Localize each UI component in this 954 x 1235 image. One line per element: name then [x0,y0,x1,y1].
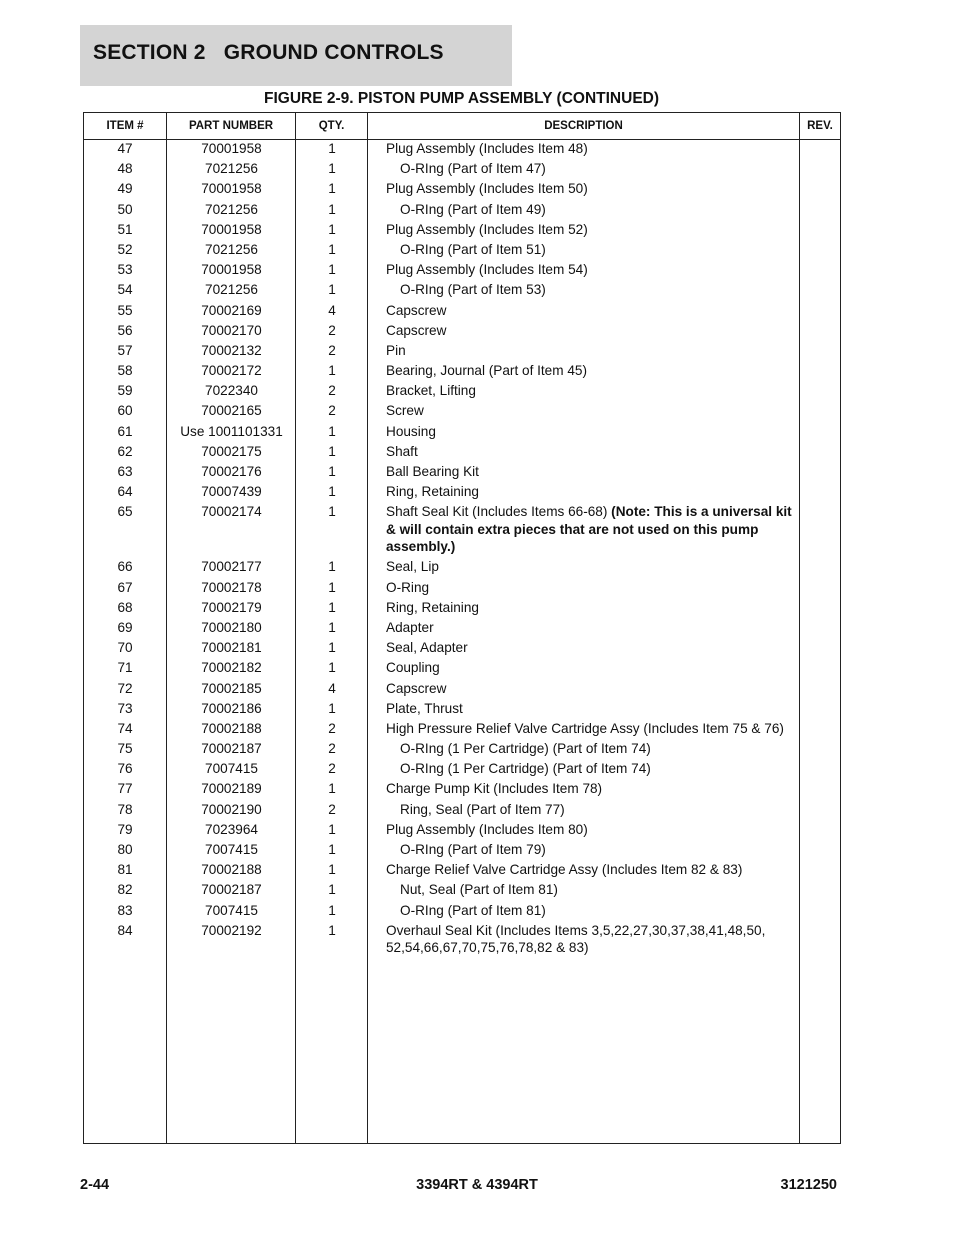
quantity: 1 [328,599,336,615]
table-row [84,362,840,382]
quantity: 1 [328,363,336,379]
description [386,322,798,339]
quantity: 1 [328,862,336,878]
item-number: 81 [117,862,133,878]
description [386,221,798,238]
item-number: 84 [117,922,133,938]
quantity: 1 [328,484,336,500]
description [400,241,798,258]
description [386,382,798,399]
quantity: 1 [328,282,336,298]
item-number: 69 [117,619,133,635]
description [386,342,798,359]
item-number: 75 [117,741,133,757]
description-text: Adapter [386,619,434,635]
quantity: 1 [328,700,336,716]
quantity: 1 [328,882,336,898]
header-description: DESCRIPTION [544,120,623,132]
part-number: 70002188 [201,862,262,878]
item-number: 77 [117,781,133,797]
table-row [84,922,840,960]
quantity: 1 [328,504,336,520]
item-number: 57 [117,342,133,358]
description-text: Ring, Seal (Part of Item 77) [400,801,565,817]
description [386,180,798,197]
part-number: 70002181 [201,640,262,656]
table-row [84,821,840,841]
table-row [84,558,840,578]
table-row [84,483,840,503]
quantity: 2 [328,322,336,338]
description-note: (Note: This is a universal kit & will contain extra pieces that are not used on this pump assembly.) [386,504,792,554]
description [386,639,798,656]
page-number: 2-44 [80,1177,110,1193]
table-row [84,241,840,261]
quantity: 1 [328,181,336,197]
quantity: 2 [328,342,336,358]
description-text: Shaft [386,443,418,459]
description [386,362,798,379]
part-number: 70002187 [201,741,262,757]
quantity: 1 [328,201,336,217]
document-number: 3121250 [780,1177,837,1193]
header-rev: REV. [807,120,833,132]
item-number: 71 [117,660,133,676]
table-row [84,382,840,402]
table-row [84,322,840,342]
description [400,902,798,919]
part-number: 7021256 [205,282,258,298]
part-number: 70002174 [201,504,262,520]
header-item: ITEM # [106,120,144,132]
table-row [84,503,840,558]
description [386,402,798,419]
part-number: 70002132 [201,342,262,358]
item-number: 48 [117,161,133,177]
table-row [84,443,840,463]
quantity: 2 [328,761,336,777]
item-number: 80 [117,842,133,857]
item-number: 83 [117,902,133,918]
description-text: O-RIng (Part of Item 51) [400,241,546,257]
item-number: 82 [117,882,133,898]
table-body [84,140,840,959]
quantity: 1 [328,902,336,918]
description [386,659,798,676]
table-row [84,740,840,760]
item-number: 72 [117,680,133,696]
table-row [84,302,840,322]
quantity: 2 [328,801,336,817]
table-row [84,180,840,200]
item-number: 68 [117,599,133,615]
quantity: 2 [328,741,336,757]
part-number: 70002186 [201,700,262,716]
section-header [80,25,512,86]
description-text: O-RIng (Part of Item 53) [400,282,546,298]
table-row [84,881,840,901]
quantity: 1 [328,141,336,156]
parts-table [83,112,841,1144]
part-number: 70002165 [201,403,262,419]
table-row [84,902,840,922]
section-title: SECTION 2 GROUND CONTROLS [93,41,444,64]
description-text: Housing [386,423,436,439]
item-number: 52 [117,241,133,257]
part-number: 7007415 [205,761,258,777]
description [386,700,798,717]
description-text: O-RIng (Part of Item 79) [400,842,546,857]
item-number: 70 [117,640,133,656]
description [386,579,798,596]
description [400,841,798,858]
quantity: 1 [328,161,336,177]
part-number: 70002175 [201,443,262,459]
quantity: 1 [328,241,336,257]
item-number: 76 [117,761,133,777]
description-text: Ring, Retaining [386,484,479,500]
item-number: 61 [117,423,133,439]
description [400,760,798,777]
description-text: Capscrew [386,302,447,318]
item-number: 58 [117,363,133,379]
description-text: High Pressure Relief Valve Cartridge Assy (Includes Item 75 & 76) [386,720,784,736]
table-row [84,579,840,599]
quantity: 4 [328,680,336,696]
description-text: Seal, Adapter [386,640,468,656]
table-row [84,619,840,639]
item-number: 59 [117,383,133,399]
quantity: 1 [328,640,336,656]
table-row [84,801,840,821]
part-number: 70002192 [201,922,262,938]
table-row [84,639,840,659]
table-row [84,221,840,241]
table-row [84,402,840,422]
description-text: O-Ring [386,579,430,595]
description-text: Plug Assembly (Includes Item 50) [386,181,588,197]
table-row [84,463,840,483]
item-number: 53 [117,262,133,278]
quantity: 1 [328,660,336,676]
quantity: 1 [328,221,336,237]
header-qty: QTY. [318,120,345,132]
header-part-number: PART NUMBER [188,120,274,132]
quantity: 1 [328,443,336,459]
part-number: 70002177 [201,559,262,575]
part-number: 70007439 [201,484,262,500]
part-number: 70002179 [201,599,262,615]
description [386,680,798,697]
table-row [84,680,840,700]
description-text: Capscrew [386,322,447,338]
figure-title: FIGURE 2-9. PISTON PUMP ASSEMBLY (CONTINUED) [263,90,660,107]
quantity: 1 [328,464,336,479]
description [386,483,798,500]
part-number: 7021256 [205,201,258,217]
description-text: Plate, Thrust [386,700,463,716]
table-row [84,201,840,221]
quantity: 1 [328,262,336,278]
description [386,619,798,636]
item-number: 56 [117,322,133,338]
description-text: Plug Assembly (Includes Item 48) [386,141,588,156]
description [386,922,798,957]
part-number: 7007415 [205,842,258,857]
part-number: 70001958 [201,141,262,156]
quantity: 1 [328,821,336,837]
description-text: O-RIng (1 Per Cartridge) (Part of Item 74) [400,761,651,777]
quantity: 1 [328,619,336,635]
table-row [84,261,840,281]
description [400,881,798,898]
description-text: O-RIng (Part of Item 49) [400,201,546,217]
description-text: Ring, Retaining [386,599,479,615]
quantity: 4 [328,302,336,318]
item-number: 63 [117,464,133,479]
item-number: 73 [117,700,133,716]
description [400,160,798,177]
description-text: Plug Assembly (Includes Item 54) [386,262,588,278]
table-row [84,140,840,160]
table-row [84,659,840,679]
item-number: 47 [117,141,133,156]
table-row [84,861,840,881]
description-text: O-RIng (Part of Item 47) [400,161,546,177]
description-text: Charge Relief Valve Cartridge Assy (Includes Item 82 & 83) [386,862,743,878]
description [386,861,798,878]
part-number: 70002172 [201,363,262,379]
item-number: 65 [117,504,133,520]
description-text: Pin [386,342,406,358]
table-row [84,720,840,740]
description-text: Plug Assembly (Includes Item 80) [386,821,588,837]
part-number: 70001958 [201,262,262,278]
description-text: Bearing, Journal (Part of Item 45) [386,363,587,379]
table-row [84,780,840,800]
description-text: Overhaul Seal Kit (Includes Items 3,5,22,27,30,37,38,41,48,50, 52,54,66,67,70,75,76,78,82 & 83) [386,922,766,956]
item-number: 79 [117,821,133,837]
description-text: Screw [386,403,424,419]
item-number: 51 [117,221,133,237]
quantity: 1 [328,559,336,575]
part-number: 70002190 [201,801,262,817]
model-name: 3394RT & 4394RT [416,1177,538,1193]
description-text: Seal, Lip [386,559,439,575]
description-text: Coupling [386,660,440,676]
quantity: 1 [328,922,336,938]
description [386,261,798,278]
description [386,503,798,555]
description [386,443,798,460]
item-number: 54 [117,282,133,298]
part-number: Use 1001101331 [180,423,283,439]
part-number: 70002176 [201,464,262,479]
item-number: 49 [117,181,133,197]
quantity: 2 [328,383,336,399]
part-number: 7021256 [205,161,258,177]
table-row [84,423,840,443]
part-number: 70002180 [201,619,262,635]
item-number: 78 [117,801,133,817]
quantity: 2 [328,720,336,736]
description [386,780,798,797]
description-text: O-RIng (1 Per Cartridge) (Part of Item 74) [400,741,651,757]
description [386,720,798,737]
item-number: 55 [117,302,133,318]
item-number: 67 [117,579,133,595]
table-row [84,760,840,780]
item-number: 64 [117,484,133,500]
table-row [84,281,840,301]
part-number: 7007415 [205,902,258,918]
part-number: 7023964 [205,821,258,837]
part-number: 7021256 [205,241,258,257]
table-row [84,160,840,180]
description-text: Bracket, Lifting [386,383,476,399]
description-text: O-RIng (Part of Item 81) [400,902,546,918]
description [386,302,798,319]
description [386,558,798,575]
description-text: Capscrew [386,680,447,696]
part-number: 7022340 [205,383,258,399]
description [400,281,798,298]
description [386,599,798,616]
quantity: 1 [328,781,336,797]
part-number: 70002169 [201,302,262,318]
description-text: Nut, Seal (Part of Item 81) [400,882,558,898]
part-number: 70002188 [201,720,262,736]
quantity: 1 [328,842,336,857]
description-text: Plug Assembly (Includes Item 52) [386,221,588,237]
quantity: 2 [328,403,336,419]
item-number: 74 [117,720,133,736]
item-number: 50 [117,201,133,217]
part-number: 70002189 [201,781,262,797]
quantity: 1 [328,579,336,595]
item-number: 60 [117,403,133,419]
description-text: Ball Bearing Kit [386,464,479,479]
part-number: 70002170 [201,322,262,338]
quantity: 1 [328,423,336,439]
description-text: Shaft Seal Kit (Includes Items 66-68) [386,504,612,520]
part-number: 70002178 [201,579,262,595]
item-number: 66 [117,559,133,575]
description [386,821,798,838]
description [400,801,798,818]
table-row [84,599,840,619]
part-number: 70002185 [201,680,262,696]
description [400,740,798,757]
item-number: 62 [117,443,133,459]
part-number: 70002182 [201,660,262,676]
part-number: 70002187 [201,882,262,898]
part-number: 70001958 [201,221,262,237]
description [386,423,798,440]
description [386,463,798,480]
table-row [84,700,840,720]
table-row [84,841,840,861]
part-number: 70001958 [201,181,262,197]
description-text: Charge Pump Kit (Includes Item 78) [386,781,603,797]
table-row [84,342,840,362]
description [400,201,798,218]
description [386,140,798,157]
